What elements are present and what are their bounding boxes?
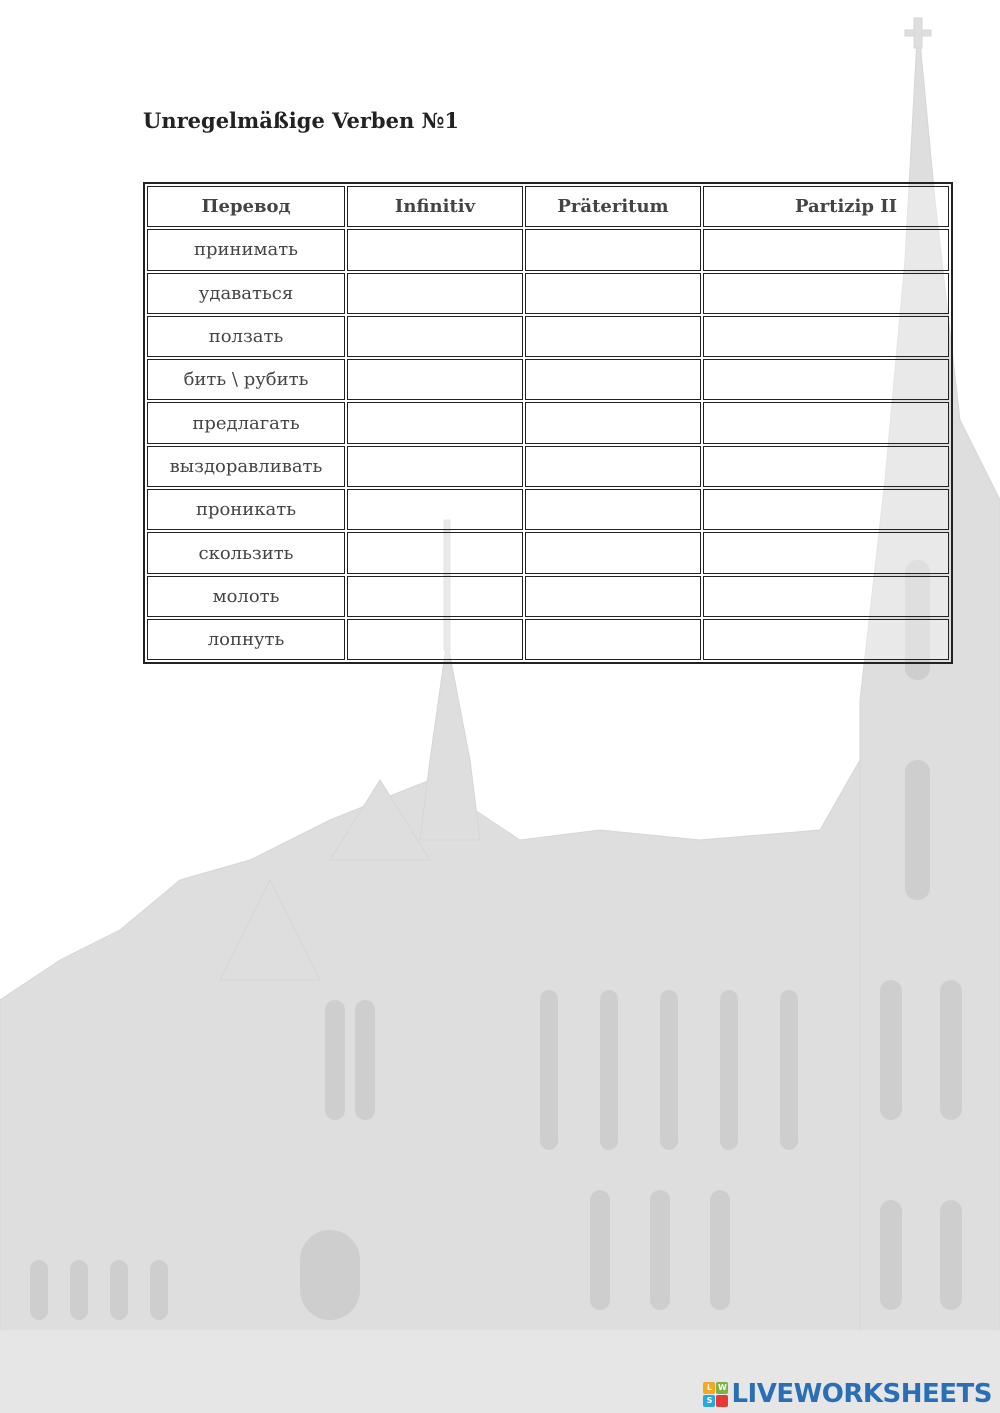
praeteritum-input[interactable] bbox=[526, 230, 700, 269]
brand-name: LIVEWORKSHEETS bbox=[731, 1379, 992, 1409]
praeteritum-answer-field[interactable] bbox=[525, 446, 701, 487]
infinitiv-input[interactable] bbox=[348, 230, 522, 269]
translation-cell: лопнуть bbox=[147, 619, 345, 660]
table-row bbox=[146, 401, 950, 444]
translation-cell: молоть bbox=[147, 576, 345, 617]
praeteritum-answer-field[interactable] bbox=[525, 532, 701, 573]
table-row bbox=[146, 272, 950, 315]
infinitiv-answer-field[interactable] bbox=[347, 359, 523, 400]
infinitiv-answer-field[interactable] bbox=[347, 229, 523, 270]
partizip-input[interactable] bbox=[704, 403, 948, 442]
table-row bbox=[146, 618, 950, 661]
table-header-row bbox=[146, 185, 950, 228]
praeteritum-answer-field[interactable] bbox=[525, 316, 701, 357]
infinitiv-answer-field[interactable] bbox=[347, 576, 523, 617]
table-row bbox=[146, 228, 950, 271]
praeteritum-input[interactable] bbox=[526, 620, 700, 659]
infinitiv-input[interactable] bbox=[348, 274, 522, 313]
partizip-input[interactable] bbox=[704, 274, 948, 313]
praeteritum-input[interactable] bbox=[526, 577, 700, 616]
partizip-input[interactable] bbox=[704, 620, 948, 659]
praeteritum-answer-field[interactable] bbox=[525, 359, 701, 400]
header-partizip: Partizip II bbox=[703, 186, 949, 227]
worksheet-title: Unregelmäßige Verben №1 bbox=[143, 108, 459, 133]
praeteritum-input[interactable] bbox=[526, 533, 700, 572]
infinitiv-answer-field[interactable] bbox=[347, 402, 523, 443]
infinitiv-input[interactable] bbox=[348, 577, 522, 616]
infinitiv-input[interactable] bbox=[348, 403, 522, 442]
translation-cell: скользить bbox=[147, 532, 345, 573]
partizip-answer-field[interactable] bbox=[703, 489, 949, 530]
partizip-answer-field[interactable] bbox=[703, 532, 949, 573]
table-row bbox=[146, 358, 950, 401]
partizip-answer-field[interactable] bbox=[703, 446, 949, 487]
partizip-input[interactable] bbox=[704, 533, 948, 572]
infinitiv-input[interactable] bbox=[348, 533, 522, 572]
infinitiv-input[interactable] bbox=[348, 360, 522, 399]
partizip-input[interactable] bbox=[704, 360, 948, 399]
partizip-input[interactable] bbox=[704, 577, 948, 616]
table-row bbox=[146, 575, 950, 618]
partizip-answer-field[interactable] bbox=[703, 359, 949, 400]
praeteritum-input[interactable] bbox=[526, 274, 700, 313]
praeteritum-answer-field[interactable] bbox=[525, 576, 701, 617]
partizip-input[interactable] bbox=[704, 447, 948, 486]
praeteritum-input[interactable] bbox=[526, 490, 700, 529]
infinitiv-input[interactable] bbox=[348, 317, 522, 356]
partizip-answer-field[interactable] bbox=[703, 229, 949, 270]
partizip-input[interactable] bbox=[704, 490, 948, 529]
infinitiv-input[interactable] bbox=[348, 447, 522, 486]
infinitiv-input[interactable] bbox=[348, 490, 522, 529]
partizip-answer-field[interactable] bbox=[703, 316, 949, 357]
partizip-input[interactable] bbox=[704, 230, 948, 269]
translation-cell: ползать bbox=[147, 316, 345, 357]
verb-table bbox=[143, 182, 953, 664]
translation-cell: проникать bbox=[147, 489, 345, 530]
logo-blocks-icon: L W S bbox=[703, 1382, 728, 1407]
infinitiv-answer-field[interactable] bbox=[347, 489, 523, 530]
translation-cell: принимать bbox=[147, 229, 345, 270]
partizip-input[interactable] bbox=[704, 317, 948, 356]
header-translation: Перевод bbox=[147, 186, 345, 227]
translation-cell: предлагать bbox=[147, 402, 345, 443]
infinitiv-answer-field[interactable] bbox=[347, 273, 523, 314]
praeteritum-input[interactable] bbox=[526, 447, 700, 486]
praeteritum-answer-field[interactable] bbox=[525, 489, 701, 530]
translation-cell: бить \ рубить bbox=[147, 359, 345, 400]
infinitiv-answer-field[interactable] bbox=[347, 619, 523, 660]
liveworksheets-logo bbox=[703, 1379, 992, 1409]
header-infinitiv: Infinitiv bbox=[347, 186, 523, 227]
table-row bbox=[146, 488, 950, 531]
partizip-answer-field[interactable] bbox=[703, 402, 949, 443]
praeteritum-answer-field[interactable] bbox=[525, 619, 701, 660]
partizip-answer-field[interactable] bbox=[703, 576, 949, 617]
praeteritum-answer-field[interactable] bbox=[525, 229, 701, 270]
infinitiv-answer-field[interactable] bbox=[347, 316, 523, 357]
praeteritum-input[interactable] bbox=[526, 403, 700, 442]
partizip-answer-field[interactable] bbox=[703, 273, 949, 314]
praeteritum-input[interactable] bbox=[526, 360, 700, 399]
header-praeteritum: Präteritum bbox=[525, 186, 701, 227]
translation-cell: выздоравливать bbox=[147, 446, 345, 487]
partizip-answer-field[interactable] bbox=[703, 619, 949, 660]
table-row bbox=[146, 445, 950, 488]
translation-cell: удаваться bbox=[147, 273, 345, 314]
infinitiv-answer-field[interactable] bbox=[347, 446, 523, 487]
praeteritum-answer-field[interactable] bbox=[525, 402, 701, 443]
infinitiv-answer-field[interactable] bbox=[347, 532, 523, 573]
praeteritum-answer-field[interactable] bbox=[525, 273, 701, 314]
infinitiv-input[interactable] bbox=[348, 620, 522, 659]
praeteritum-input[interactable] bbox=[526, 317, 700, 356]
table-row bbox=[146, 315, 950, 358]
table-row bbox=[146, 531, 950, 574]
